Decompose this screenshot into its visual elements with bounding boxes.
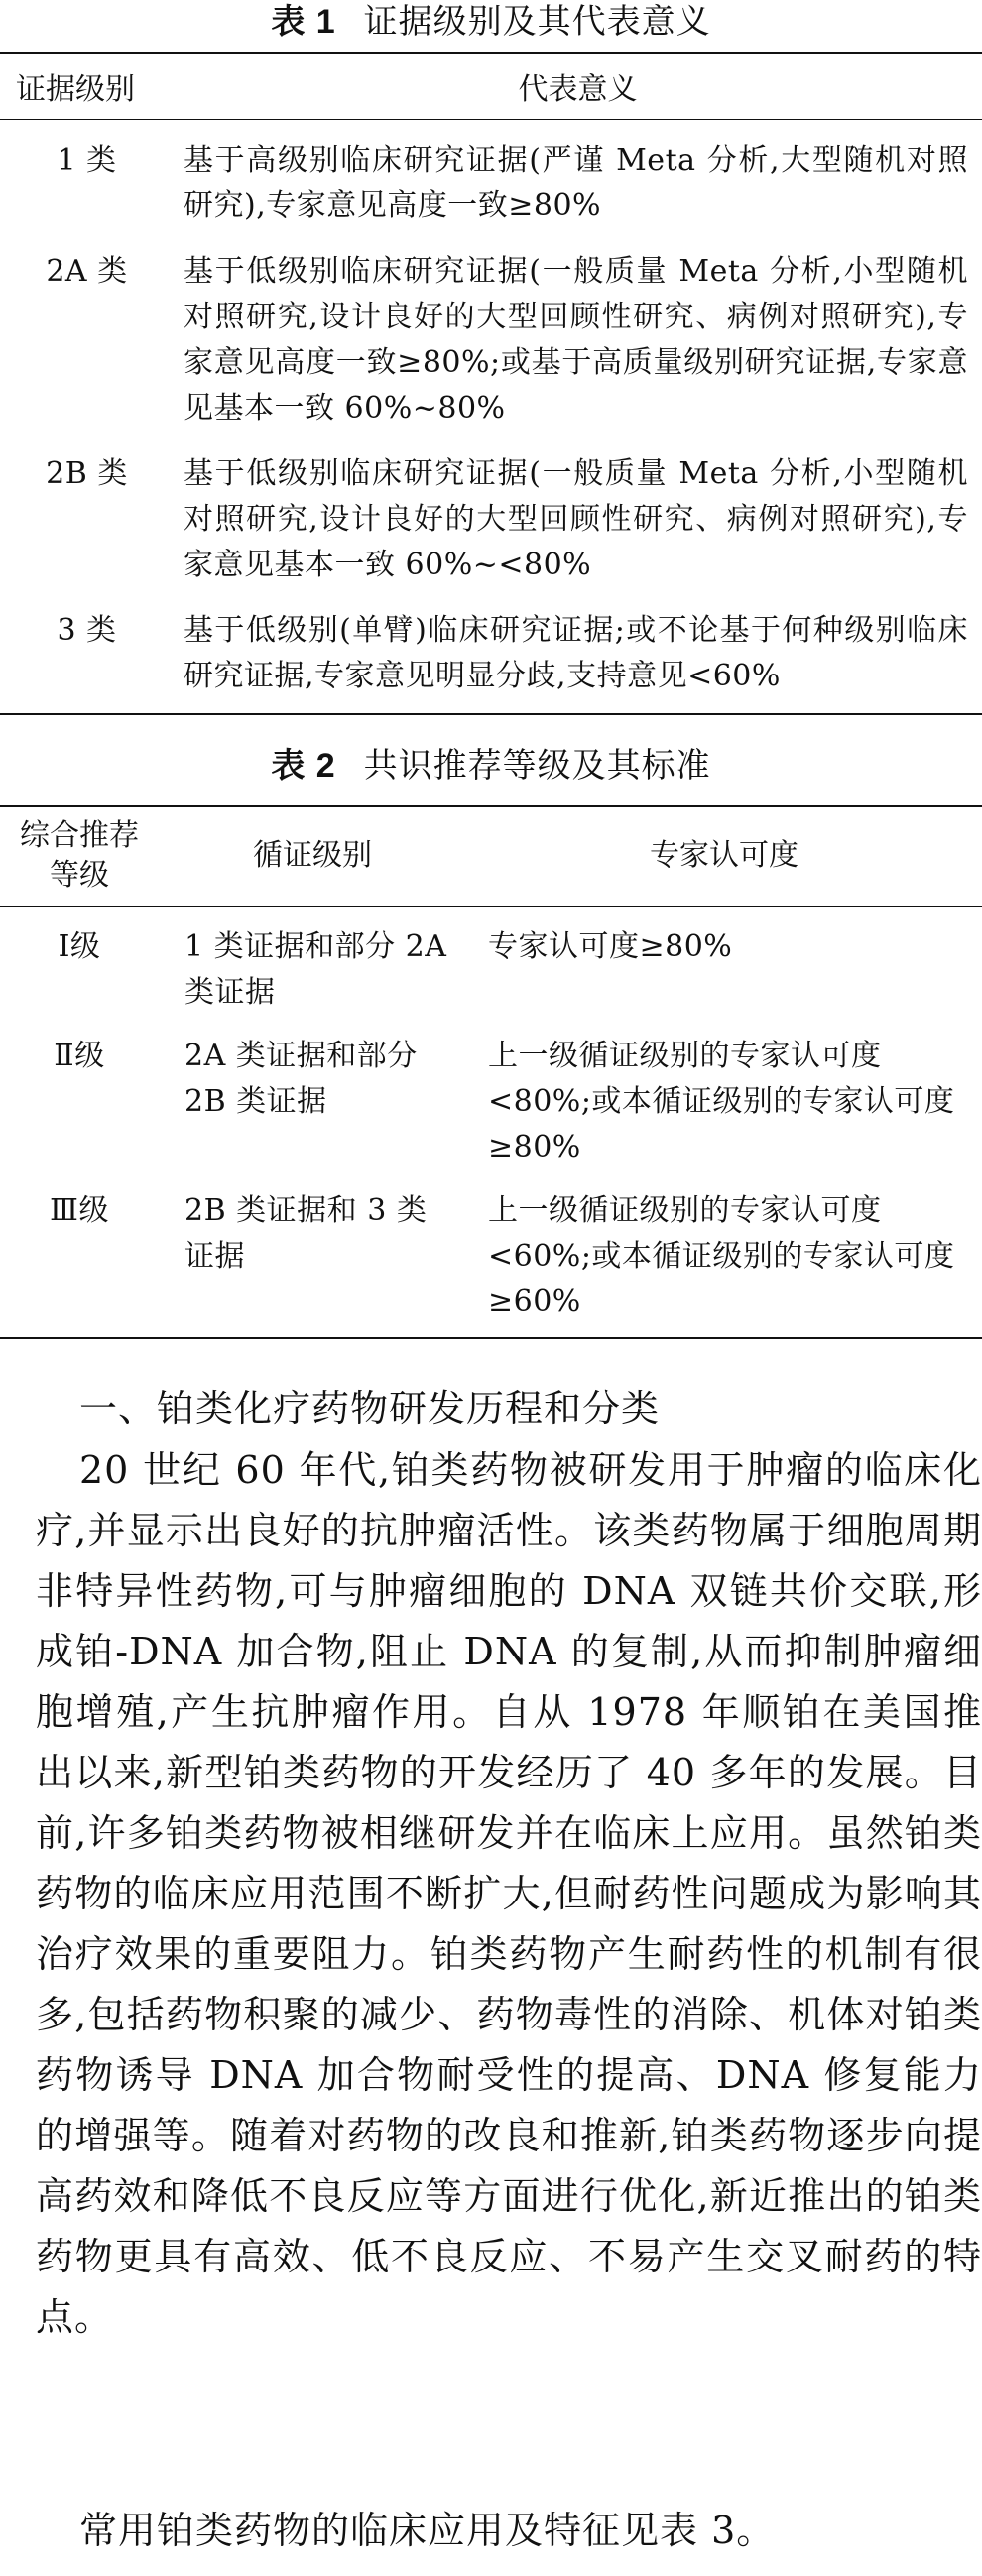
table1-header-level: 证据级别	[16, 72, 135, 107]
table2-grade-cell: Ⅱ级	[54, 1038, 105, 1073]
table2-evidence-cell: 2A 类证据和部分 2B 类证据	[184, 1038, 418, 1119]
body-paragraph: 常用铂类药物的临床应用及特征见表 3。	[79, 2509, 776, 2552]
table1	[0, 52, 982, 715]
table-row	[0, 590, 982, 714]
table2-caption-title: 共识推荐等级及其标准	[363, 746, 711, 786]
table1-caption	[0, 2, 982, 42]
table-row	[0, 433, 982, 590]
table1-meaning-cell: 基于低级别临床研究证据(一般质量 Meta 分析,小型随机对照研究,设计良好的大型回顾性研究、病例对照研究),专家意见高度一致≥80%;或基于高质量级别研究证据,专家意见基本一致 60%~80%	[184, 254, 968, 426]
table2-grade-cell: Ⅲ级	[50, 1192, 109, 1228]
table1-level-cell: 2A 类	[46, 254, 128, 289]
table-row	[0, 1016, 982, 1170]
table1-level-cell: 2B 类	[46, 456, 128, 491]
table2-caption	[0, 746, 982, 786]
table1-meaning-cell: 基于高级别临床研究证据(严谨 Meta 分析,大型随机对照研究),专家意见高度一致≥80%	[184, 143, 968, 223]
body-paragraph: 20 世纪 60 年代,铂类药物被研发用于肿瘤的临床化疗,并显示出良好的抗肿瘤活性。该类药物属于细胞周期非特异性药物,可与肿瘤细胞的 DNA 双链共价交联,形成铂-DNA 加合物,阻止 DNA 的复制,从而抑制肿瘤细胞增殖,产生抗肿瘤作用。自从 1978 年顺铂在美国推出以来,新型铂类药物的开发经历了 40 多年的发展。目前,许多铂类药物被相继研发并在临床上应用。虽然铂类药物的临床应用范围不断扩大,但耐药性问题成为影响其治疗效果的重要阻力。铂类药物产生耐药性的机制有很多,包括药物积聚的减少、药物毒性的消除、机体对铂类药物诱导 DNA 加合物耐受性的提高、DNA 修复能力的增强等。随着对药物的改良和推新,铂类药物逐步向提高药效和降低不良反应等方面进行优化,新近推出的铂类药物更具有高效、低不良反应、不易产生交叉耐药的特点。	[36, 1448, 982, 2339]
table1-level-cell: 1 类	[57, 143, 117, 178]
table2-expert-cell: 上一级循证级别的专家认可度<60%;或本循证级别的专家认可度≥60%	[488, 1192, 955, 1319]
table1-header-meaning: 代表意义	[518, 72, 638, 107]
table2-evidence-cell: 2B 类证据和 3 类证据	[184, 1192, 428, 1274]
table1-header-row	[0, 53, 982, 120]
table1-meaning-cell: 基于低级别(单臂)临床研究证据;或不论基于何种级别临床研究证据,专家意见明显分歧,支持意见<60%	[184, 613, 968, 693]
table2-header-evidence: 循证级别	[253, 838, 372, 874]
table2-header-expert: 专家认可度	[650, 838, 798, 874]
table2	[0, 805, 982, 1339]
table-row	[0, 231, 982, 433]
table2-header-grade: 综合推荐等级	[20, 818, 139, 894]
table1-caption-title: 证据级别及其代表意义	[363, 2, 711, 42]
table1-level-cell: 3 类	[57, 613, 117, 648]
section-heading: 一、铂类化疗药物研发历程和分类	[79, 1387, 661, 1430]
table1-caption-number: 表 1	[271, 3, 336, 41]
table2-expert-cell: 上一级循证级别的专家认可度<80%;或本循证级别的专家认可度≥80%	[488, 1038, 955, 1165]
table2-expert-cell: 专家认可度≥80%	[488, 928, 733, 964]
table2-grade-cell: Ⅰ级	[58, 928, 101, 964]
table-row	[0, 906, 982, 1016]
table2-evidence-cell: 1 类证据和部分 2A 类证据	[184, 928, 447, 1010]
table2-caption-number: 表 2	[271, 747, 336, 785]
table-row	[0, 1170, 982, 1338]
table1-meaning-cell: 基于低级别临床研究证据(一般质量 Meta 分析,小型随机对照研究,设计良好的大型回顾性研究、病例对照研究),专家意见基本一致 60%~<80%	[184, 456, 968, 582]
table2-header-row	[0, 806, 982, 906]
table-row	[0, 120, 982, 232]
